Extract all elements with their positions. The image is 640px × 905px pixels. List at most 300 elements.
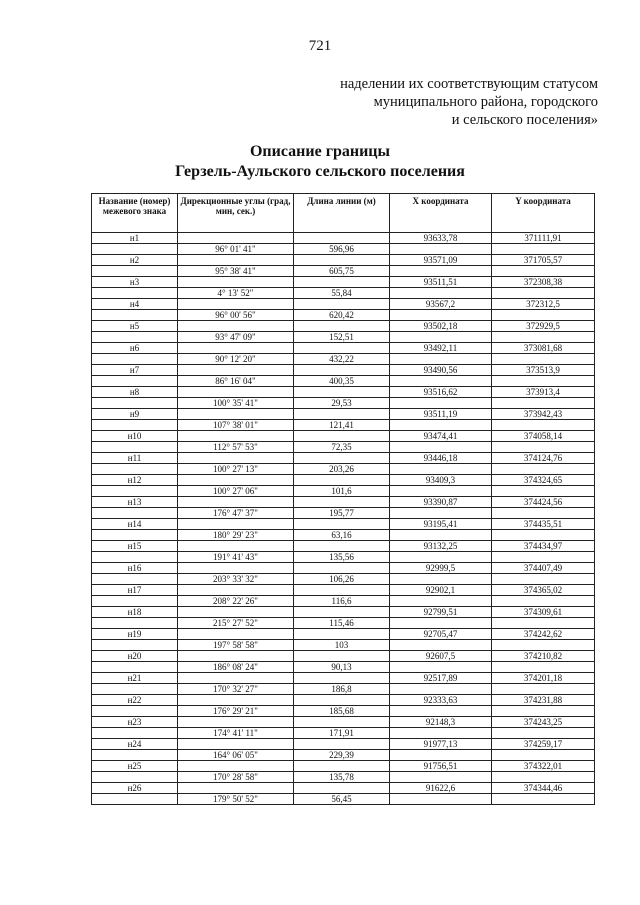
x-coordinate-cell: 91756,51 (390, 761, 492, 772)
empty-cell (178, 563, 294, 574)
table-row-point (92, 563, 595, 574)
empty-cell (92, 266, 178, 277)
empty-cell (178, 695, 294, 706)
table-row-segment (92, 266, 595, 277)
point-name-cell: н13 (92, 497, 178, 508)
line-length-cell: 56,45 (294, 794, 390, 805)
y-coordinate-cell: 374210,82 (492, 651, 595, 662)
table-row-segment (92, 684, 595, 695)
direction-angle-cell: 86° 16' 04" (178, 376, 294, 387)
empty-cell (492, 596, 595, 607)
empty-cell (492, 574, 595, 585)
direction-angle-cell: 203° 33' 32" (178, 574, 294, 585)
table-row-point (92, 607, 595, 618)
empty-cell (294, 783, 390, 794)
empty-cell (92, 332, 178, 343)
table-row-segment (92, 728, 595, 739)
direction-angle-cell: 4° 13' 52" (178, 288, 294, 299)
point-name-cell: н2 (92, 255, 178, 266)
empty-cell (92, 706, 178, 717)
point-name-cell: н22 (92, 695, 178, 706)
x-coordinate-cell: 93633,78 (390, 233, 492, 244)
direction-angle-cell: 180° 29' 23" (178, 530, 294, 541)
table-header-row (92, 194, 595, 233)
direction-angle-cell: 100° 27' 13" (178, 464, 294, 475)
empty-cell (178, 519, 294, 530)
empty-cell (492, 376, 595, 387)
empty-cell (294, 365, 390, 376)
intro-line: муниципального района, городского (373, 94, 598, 110)
empty-cell (294, 409, 390, 420)
y-coordinate-cell: 374201,18 (492, 673, 595, 684)
empty-cell (294, 299, 390, 310)
empty-cell (92, 244, 178, 255)
point-name-cell: н26 (92, 783, 178, 794)
empty-cell (390, 662, 492, 673)
intro-line: и сельского поселения» (451, 112, 598, 128)
table-row-segment (92, 552, 595, 563)
empty-cell (492, 244, 595, 255)
document-heading (0, 142, 640, 182)
empty-cell (294, 585, 390, 596)
empty-cell (294, 673, 390, 684)
x-coordinate-cell: 92705,47 (390, 629, 492, 640)
empty-cell (92, 772, 178, 783)
empty-cell (492, 464, 595, 475)
empty-cell (294, 387, 390, 398)
empty-cell (178, 673, 294, 684)
empty-cell (390, 640, 492, 651)
empty-cell (178, 365, 294, 376)
empty-cell (390, 376, 492, 387)
empty-cell (178, 651, 294, 662)
empty-cell (294, 541, 390, 552)
empty-cell (390, 244, 492, 255)
y-coordinate-cell: 374344,46 (492, 783, 595, 794)
empty-cell (492, 728, 595, 739)
direction-angle-cell: 93° 47' 09" (178, 332, 294, 343)
empty-cell (390, 574, 492, 585)
table-row-segment (92, 310, 595, 321)
table-row-segment (92, 376, 595, 387)
empty-cell (390, 706, 492, 717)
header-name: Название (номер) межевого знака (92, 194, 178, 233)
table-row-segment (92, 332, 595, 343)
direction-angle-cell: 208° 22' 26" (178, 596, 294, 607)
empty-cell (178, 343, 294, 354)
table-row-segment (92, 750, 595, 761)
empty-cell (390, 464, 492, 475)
table-row-segment (92, 354, 595, 365)
y-coordinate-cell: 374124,76 (492, 453, 595, 464)
empty-cell (92, 464, 178, 475)
empty-cell (390, 750, 492, 761)
y-coordinate-cell: 374309,61 (492, 607, 595, 618)
table-row-segment (92, 508, 595, 519)
empty-cell (390, 310, 492, 321)
table-row-point (92, 233, 595, 244)
y-coordinate-cell: 374242,62 (492, 629, 595, 640)
table-row-point (92, 277, 595, 288)
x-coordinate-cell: 93511,51 (390, 277, 492, 288)
empty-cell (390, 772, 492, 783)
table-row-segment (92, 640, 595, 651)
empty-cell (294, 629, 390, 640)
direction-angle-cell: 96° 00' 56" (178, 310, 294, 321)
header-x: X координата (390, 194, 492, 233)
line-length-cell: 63,16 (294, 530, 390, 541)
empty-cell (92, 442, 178, 453)
table-row-point (92, 321, 595, 332)
point-name-cell: н25 (92, 761, 178, 772)
x-coordinate-cell: 93511,19 (390, 409, 492, 420)
empty-cell (92, 794, 178, 805)
empty-cell (294, 695, 390, 706)
table-row-point (92, 717, 595, 728)
direction-angle-cell: 176° 29' 21" (178, 706, 294, 717)
empty-cell (178, 475, 294, 486)
table-row-point (92, 651, 595, 662)
direction-angle-cell: 100° 27' 06" (178, 486, 294, 497)
empty-cell (294, 343, 390, 354)
line-length-cell: 101,6 (294, 486, 390, 497)
y-coordinate-cell: 374259,17 (492, 739, 595, 750)
page-number: 721 (308, 38, 332, 54)
empty-cell (390, 596, 492, 607)
empty-cell (178, 717, 294, 728)
empty-cell (492, 332, 595, 343)
x-coordinate-cell: 93492,11 (390, 343, 492, 354)
empty-cell (178, 387, 294, 398)
empty-cell (492, 552, 595, 563)
y-coordinate-cell: 373942,43 (492, 409, 595, 420)
point-name-cell: н21 (92, 673, 178, 684)
empty-cell (92, 596, 178, 607)
empty-cell (178, 607, 294, 618)
empty-cell (294, 607, 390, 618)
line-length-cell: 229,39 (294, 750, 390, 761)
direction-angle-cell: 100° 35' 41" (178, 398, 294, 409)
line-length-cell: 121,41 (294, 420, 390, 431)
empty-cell (294, 321, 390, 332)
y-coordinate-cell: 374231,88 (492, 695, 595, 706)
empty-cell (294, 255, 390, 266)
table-row-point (92, 629, 595, 640)
empty-cell (92, 508, 178, 519)
table-row-segment (92, 574, 595, 585)
direction-angle-cell: 96° 01' 41" (178, 244, 294, 255)
empty-cell (178, 497, 294, 508)
x-coordinate-cell: 93446,18 (390, 453, 492, 464)
table-row-point (92, 585, 595, 596)
line-length-cell: 432,22 (294, 354, 390, 365)
table-row-segment (92, 706, 595, 717)
line-length-cell: 186,8 (294, 684, 390, 695)
y-coordinate-cell: 372929,5 (492, 321, 595, 332)
empty-cell (92, 728, 178, 739)
line-length-cell: 72,35 (294, 442, 390, 453)
intro-text (238, 75, 598, 129)
point-name-cell: н5 (92, 321, 178, 332)
x-coordinate-cell: 93567,2 (390, 299, 492, 310)
table-row-point (92, 365, 595, 376)
direction-angle-cell: 186° 08' 24" (178, 662, 294, 673)
table-row-segment (92, 618, 595, 629)
table-body (92, 233, 595, 805)
x-coordinate-cell: 92607,5 (390, 651, 492, 662)
table-row-segment (92, 794, 595, 805)
empty-cell (92, 310, 178, 321)
direction-angle-cell: 197° 58' 58" (178, 640, 294, 651)
y-coordinate-cell: 374435,51 (492, 519, 595, 530)
empty-cell (178, 409, 294, 420)
empty-cell (492, 618, 595, 629)
table-row-point (92, 431, 595, 442)
table-row-point (92, 761, 595, 772)
point-name-cell: н17 (92, 585, 178, 596)
table-row-point (92, 541, 595, 552)
empty-cell (492, 398, 595, 409)
line-length-cell: 185,68 (294, 706, 390, 717)
empty-cell (390, 354, 492, 365)
empty-cell (178, 255, 294, 266)
table-row-segment (92, 596, 595, 607)
empty-cell (492, 288, 595, 299)
direction-angle-cell: 176° 47' 37" (178, 508, 294, 519)
heading-line-2: Герзель-Аульского сельского поселения (175, 163, 465, 180)
empty-cell (178, 761, 294, 772)
direction-angle-cell: 215° 27' 52" (178, 618, 294, 629)
point-name-cell: н7 (92, 365, 178, 376)
table-row-segment (92, 486, 595, 497)
line-length-cell: 55,84 (294, 288, 390, 299)
table-row-segment (92, 288, 595, 299)
empty-cell (492, 508, 595, 519)
empty-cell (294, 519, 390, 530)
line-length-cell: 135,78 (294, 772, 390, 783)
table-row-segment (92, 772, 595, 783)
point-name-cell: н6 (92, 343, 178, 354)
empty-cell (390, 420, 492, 431)
y-coordinate-cell: 373513,9 (492, 365, 595, 376)
x-coordinate-cell: 92799,51 (390, 607, 492, 618)
empty-cell (492, 772, 595, 783)
point-name-cell: н4 (92, 299, 178, 310)
empty-cell (492, 354, 595, 365)
empty-cell (92, 288, 178, 299)
empty-cell (92, 486, 178, 497)
line-length-cell: 29,53 (294, 398, 390, 409)
empty-cell (178, 233, 294, 244)
y-coordinate-cell: 374324,65 (492, 475, 595, 486)
x-coordinate-cell: 93516,62 (390, 387, 492, 398)
empty-cell (492, 684, 595, 695)
table-row-segment (92, 398, 595, 409)
empty-cell (390, 728, 492, 739)
x-coordinate-cell: 91622,6 (390, 783, 492, 794)
table-row-segment (92, 442, 595, 453)
empty-cell (390, 398, 492, 409)
table-row-segment (92, 420, 595, 431)
y-coordinate-cell: 374322,01 (492, 761, 595, 772)
x-coordinate-cell: 93474,41 (390, 431, 492, 442)
direction-angle-cell: 170° 28' 58" (178, 772, 294, 783)
table-row-point (92, 255, 595, 266)
point-name-cell: н3 (92, 277, 178, 288)
empty-cell (294, 277, 390, 288)
empty-cell (178, 277, 294, 288)
empty-cell (492, 750, 595, 761)
empty-cell (178, 321, 294, 332)
x-coordinate-cell: 93390,87 (390, 497, 492, 508)
empty-cell (178, 629, 294, 640)
x-coordinate-cell: 93409,3 (390, 475, 492, 486)
y-coordinate-cell: 373913,4 (492, 387, 595, 398)
table-row-segment (92, 244, 595, 255)
y-coordinate-cell: 372308,38 (492, 277, 595, 288)
table-row-point (92, 783, 595, 794)
point-name-cell: н23 (92, 717, 178, 728)
direction-angle-cell: 90° 12' 20" (178, 354, 294, 365)
line-length-cell: 103 (294, 640, 390, 651)
empty-cell (294, 651, 390, 662)
empty-cell (492, 706, 595, 717)
empty-cell (178, 431, 294, 442)
empty-cell (178, 541, 294, 552)
empty-cell (92, 684, 178, 695)
empty-cell (390, 486, 492, 497)
x-coordinate-cell: 92517,89 (390, 673, 492, 684)
empty-cell (492, 794, 595, 805)
y-coordinate-cell: 374434,97 (492, 541, 595, 552)
empty-cell (294, 475, 390, 486)
empty-cell (92, 640, 178, 651)
line-length-cell: 116,6 (294, 596, 390, 607)
point-name-cell: н11 (92, 453, 178, 464)
direction-angle-cell: 191° 41' 43" (178, 552, 294, 563)
line-length-cell: 152,51 (294, 332, 390, 343)
point-name-cell: н24 (92, 739, 178, 750)
table-row-point (92, 475, 595, 486)
empty-cell (92, 420, 178, 431)
table-row-point (92, 299, 595, 310)
table-row-point (92, 343, 595, 354)
table-row-point (92, 387, 595, 398)
point-name-cell: н10 (92, 431, 178, 442)
y-coordinate-cell: 374365,02 (492, 585, 595, 596)
heading-line-1: Описание границы (249, 143, 391, 160)
intro-line: наделении их соответствующим статусом (340, 76, 598, 92)
table-row-point (92, 409, 595, 420)
empty-cell (294, 497, 390, 508)
point-name-cell: н1 (92, 233, 178, 244)
y-coordinate-cell: 374243,25 (492, 717, 595, 728)
y-coordinate-cell: 371705,57 (492, 255, 595, 266)
empty-cell (390, 332, 492, 343)
empty-cell (294, 761, 390, 772)
empty-cell (492, 640, 595, 651)
line-length-cell: 596,96 (294, 244, 390, 255)
point-name-cell: н20 (92, 651, 178, 662)
line-length-cell: 620,42 (294, 310, 390, 321)
point-name-cell: н9 (92, 409, 178, 420)
empty-cell (492, 442, 595, 453)
empty-cell (92, 552, 178, 563)
line-length-cell: 135,56 (294, 552, 390, 563)
line-length-cell: 106,26 (294, 574, 390, 585)
x-coordinate-cell: 93132,25 (390, 541, 492, 552)
empty-cell (390, 288, 492, 299)
x-coordinate-cell: 92902,1 (390, 585, 492, 596)
empty-cell (92, 618, 178, 629)
table-row-segment (92, 530, 595, 541)
empty-cell (178, 783, 294, 794)
point-name-cell: н18 (92, 607, 178, 618)
direction-angle-cell: 179° 50' 52" (178, 794, 294, 805)
empty-cell (390, 618, 492, 629)
x-coordinate-cell: 91977,13 (390, 739, 492, 750)
empty-cell (492, 486, 595, 497)
point-name-cell: н8 (92, 387, 178, 398)
table-row-point (92, 739, 595, 750)
empty-cell (92, 398, 178, 409)
line-length-cell: 195,77 (294, 508, 390, 519)
empty-cell (178, 585, 294, 596)
direction-angle-cell: 164° 06' 05" (178, 750, 294, 761)
empty-cell (294, 431, 390, 442)
line-length-cell: 203,26 (294, 464, 390, 475)
direction-angle-cell: 170° 32' 27" (178, 684, 294, 695)
table-row-point (92, 695, 595, 706)
empty-cell (92, 662, 178, 673)
empty-cell (390, 442, 492, 453)
y-coordinate-cell: 373081,68 (492, 343, 595, 354)
boundary-table (91, 193, 595, 805)
table-row-point (92, 453, 595, 464)
empty-cell (390, 508, 492, 519)
empty-cell (390, 552, 492, 563)
empty-cell (92, 376, 178, 387)
empty-cell (390, 794, 492, 805)
empty-cell (294, 563, 390, 574)
x-coordinate-cell: 93490,56 (390, 365, 492, 376)
table-row-segment (92, 464, 595, 475)
table-row-point (92, 497, 595, 508)
x-coordinate-cell: 93195,41 (390, 519, 492, 530)
empty-cell (92, 574, 178, 585)
table-row-segment (92, 662, 595, 673)
line-length-cell: 605,75 (294, 266, 390, 277)
empty-cell (390, 266, 492, 277)
line-length-cell: 90,13 (294, 662, 390, 673)
header-y: Y координата (492, 194, 595, 233)
point-name-cell: н14 (92, 519, 178, 530)
direction-angle-cell: 95° 38' 41" (178, 266, 294, 277)
y-coordinate-cell: 372312,5 (492, 299, 595, 310)
empty-cell (492, 420, 595, 431)
y-coordinate-cell: 374424,56 (492, 497, 595, 508)
empty-cell (492, 662, 595, 673)
line-length-cell: 115,46 (294, 618, 390, 629)
direction-angle-cell: 107° 38' 01" (178, 420, 294, 431)
empty-cell (294, 233, 390, 244)
empty-cell (492, 530, 595, 541)
empty-cell (178, 453, 294, 464)
empty-cell (294, 453, 390, 464)
empty-cell (178, 299, 294, 310)
header-angle: Дирекционные углы (град, мин, сек.) (178, 194, 294, 233)
point-name-cell: н19 (92, 629, 178, 640)
